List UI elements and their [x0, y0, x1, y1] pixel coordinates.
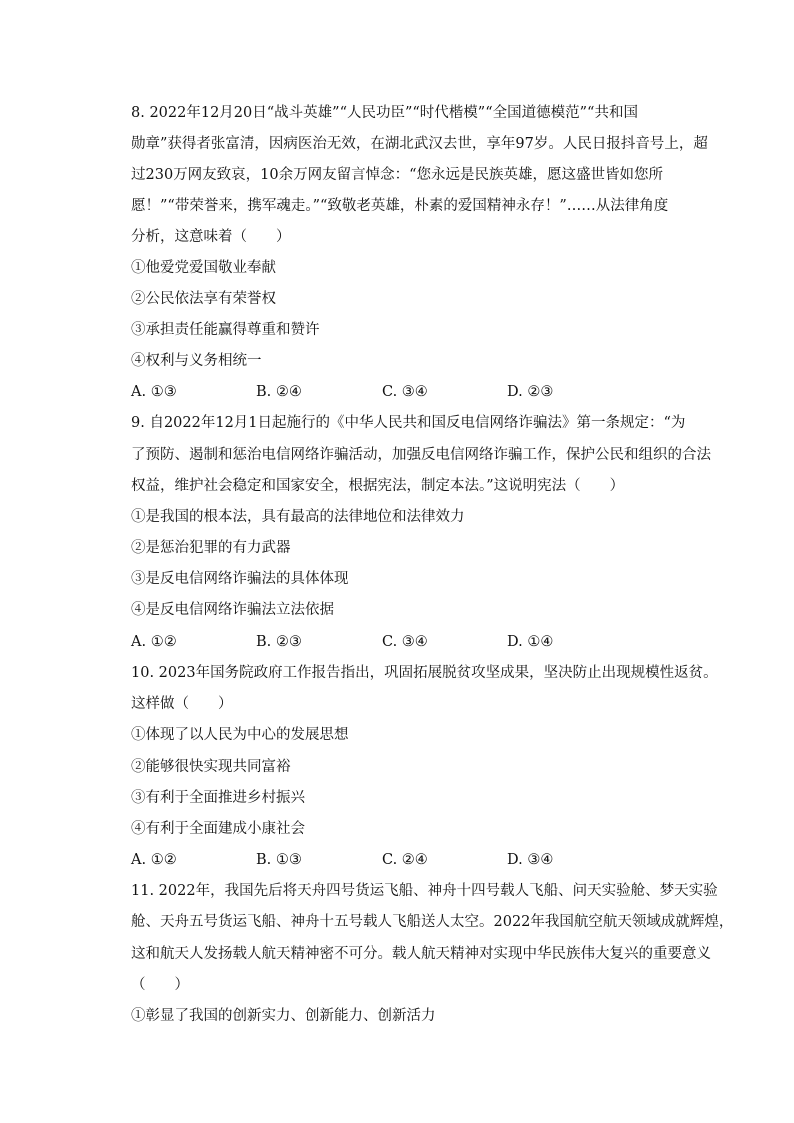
answer-option-c: C. ③④: [382, 634, 428, 650]
question-stem-line: 10. 2023年国务院政府工作报告指出，巩固拓展脱贫攻坚成果，坚决防止出现规模性返贫。: [131, 665, 718, 681]
question-stem-line: （ ）: [131, 977, 189, 993]
answer-option-b: B. ②③: [256, 634, 302, 650]
answer-option-d: D. ②③: [507, 384, 554, 400]
answer-option-c: C. ③④: [382, 384, 428, 400]
statement-item: ②能够很快实现共同富裕: [131, 759, 291, 775]
answer-option-d: D. ①④: [507, 634, 554, 650]
answer-option-b: B. ①③: [256, 852, 302, 868]
statement-item: ①他爱党爱国敬业奉献: [131, 260, 276, 276]
statement-item: ③有利于全面推进乡村振兴: [131, 790, 305, 806]
statement-item: ③承担责任能赢得尊重和赞许: [131, 322, 320, 338]
question-stem-line: 了预防、遏制和惩治电信网络诈骗活动，加强反电信网络诈骗工作，保护公民和组织的合法: [131, 447, 711, 463]
statement-item: ①彰显了我国的创新实力、创新能力、创新活力: [131, 1008, 436, 1024]
answer-option-c: C. ②④: [382, 852, 428, 868]
statement-item: ④权利与义务相统一: [131, 353, 262, 369]
question-stem-line: 9. 自2022年12月1日起施行的《中华人民共和国反电信网络诈骗法》第一条规定：“为: [131, 415, 686, 431]
answer-option-a: A. ①③: [131, 384, 177, 400]
question-stem-line: 愿！”“带荣誉来，携军魂走。”“致敬老英雄，朴素的爱国精神永存！”……从法律角度: [131, 198, 669, 214]
question-stem-line: 分析，这意味着（ ）: [131, 229, 291, 245]
question-stem-line: 权益，维护社会稳定和国家安全，根据宪法，制定本法。”这说明宪法（ ）: [131, 478, 625, 494]
statement-item: ③是反电信网络诈骗法的具体体现: [131, 571, 349, 587]
answer-option-a: A. ①②: [131, 634, 177, 650]
question-stem-line: 这样做（ ）: [131, 696, 233, 712]
answer-option-d: D. ③④: [507, 852, 554, 868]
question-stem-line: 过230万网友致哀，10余万网友留言悼念：“您永远是民族英雄，愿这盛世皆如您所: [131, 167, 664, 183]
statement-item: ②是惩治犯罪的有力武器: [131, 540, 291, 556]
question-stem-line: 11. 2022年，我国先后将天舟四号货运飞船、神舟十四号载人飞船、问天实验舱、梦天实验: [131, 883, 718, 899]
question-stem-line: 舱、天舟五号货运飞船、神舟十五号载人飞船送人太空。2022年我国航空航天领域成就辉煌，: [131, 914, 734, 930]
statement-item: ④是反电信网络诈骗法立法依据: [131, 602, 334, 618]
answer-option-b: B. ②④: [256, 384, 302, 400]
question-stem-line: 8. 2022年12月20日“战斗英雄”“人民功臣”“时代楷模”“全国道德模范”“共和国: [131, 105, 638, 121]
statement-item: ②公民依法享有荣誉权: [131, 291, 276, 307]
question-stem-line: 勋章”获得者张富清，因病医治无效，在湖北武汉去世，享年97岁。人民日报抖音号上，超: [131, 136, 708, 152]
statement-item: ①体现了以人民为中心的发展思想: [131, 727, 349, 743]
answer-option-a: A. ①②: [131, 852, 177, 868]
statement-item: ①是我国的根本法，具有最高的法律地位和法律效力: [131, 509, 465, 525]
statement-item: ④有利于全面建成小康社会: [131, 821, 305, 837]
question-stem-line: 这和航天人发扬载人航天精神密不可分。载人航天精神对实现中华民族伟大复兴的重要意义: [131, 946, 711, 962]
